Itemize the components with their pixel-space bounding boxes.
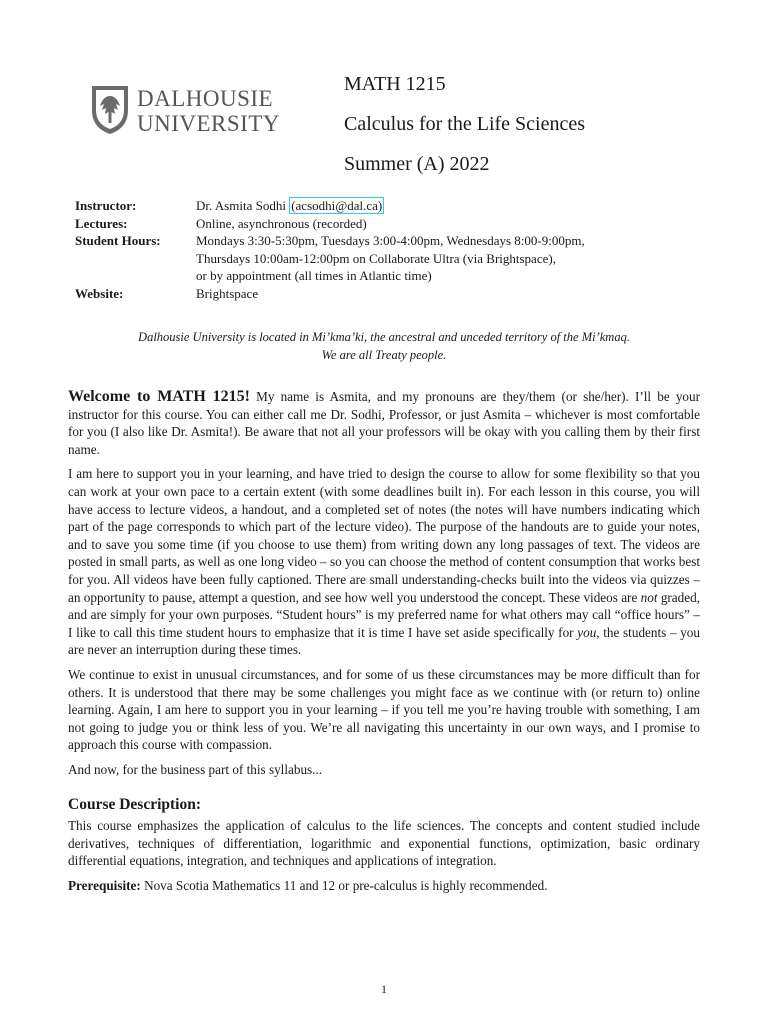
student-hours-line2: Thursdays 10:00am-12:00pm on Collaborate Ultra (via Brightspace), [196, 250, 556, 266]
course-description-heading: Course Description: [68, 796, 202, 814]
land-acknowledgement-line1: Dalhousie University is located in Mi’kma’ki, the ancestral and unceded territory of the Mi’kmaq. [138, 330, 630, 344]
shield-crest-icon [90, 84, 130, 136]
business-paragraph: And now, for the business part of this syllabus... [68, 761, 323, 777]
instructor-label: Instructor: [75, 198, 137, 213]
website-label: Website: [75, 285, 124, 301]
logo-text-line2: UNIVERSITY [137, 111, 280, 136]
lectures-row [75, 215, 585, 233]
course-name: Calculus for the Life Sciences [344, 113, 586, 135]
student-hours-line1: Mondays 3:30-5:30pm, Tuesdays 3:00-4:00pm, Wednesdays 8:00-9:00pm, [196, 233, 585, 248]
support-paragraph [68, 465, 700, 659]
website-row [75, 285, 585, 303]
welcome-text: My name is Asmita, and my pronouns are they/them (or she/her). I’ll be your instructor for this course. You can either call me Dr. Sodhi, Professor, or just Asmita – whichever is most comfortable for you (I also like Dr. Asmita!). Be aware that not all your professors will be okay with you calling them by their first name. [68, 389, 701, 457]
land-acknowledgement-line2: We are all Treaty people. [321, 348, 447, 362]
instructor-email-link[interactable]: (acsodhi@dal.ca) [291, 198, 383, 213]
land-acknowledgement [68, 328, 700, 364]
course-title-block [344, 64, 585, 184]
university-logo [90, 84, 290, 138]
welcome-paragraph [68, 388, 700, 458]
website-value: Brightspace [196, 285, 259, 301]
lectures-label: Lectures: [75, 215, 128, 231]
course-description-text: This course emphasizes the application of calculus to the life sciences. The concepts and content studied include derivatives, techniques of differentiation, logarithmic and exponential functions, optimization, basic ordinary differential equations, integration, and techniques and applications of integration. [68, 818, 700, 869]
support-text-part3: , the students – you are never an interruption during these times. [68, 624, 700, 658]
instructor-row [75, 197, 585, 215]
course-term: Summer (A) 2022 [344, 153, 490, 175]
syllabus-body [68, 388, 700, 901]
support-text-part2: graded, and are simply for your own purposes. “Student hours” is my preferred name for what others may call “office hours” – I like to call this time student hours to emphasize that it is time I have set aside specifically for [68, 589, 700, 640]
lectures-value: Online, asynchronous (recorded) [196, 215, 367, 231]
prerequisite-label: Prerequisite: [68, 877, 141, 893]
welcome-heading: Welcome to MATH 1215! [68, 388, 250, 405]
student-hours-row [75, 232, 585, 285]
support-text-part1: I am here to support you in your learning, and have tried to design the course to allow for some flexibility so that you can work at your own pace to a certain extent (with some deadlines built in). For each lesson in this course, you will have access to lecture videos, a handout, and a completed set of notes (the notes will have numbers indicating which part of the page corresponds to which part of the lecture video). The purpose of the handouts are to guide your notes, and to save you some time (if you choose to use them) from writing down any long passages of text. The videos are posted in small parts, as well as one long video – so you can choose the method of content consumption that works best for you. All videos have been fully captioned. There are small understanding-checks built into the videos via quizzes – an opportunity to pause, attempt a question, and see how well you understood the concept. These videos are [68, 466, 700, 605]
instructor-name: Dr. Asmita Sodhi [196, 198, 286, 213]
student-hours-label: Student Hours: [75, 233, 161, 248]
support-emphasis-you: you [577, 624, 597, 640]
support-emphasis-not: not [640, 589, 658, 605]
student-hours-line3: or by appointment (all times in Atlantic time) [196, 268, 432, 283]
prerequisite-paragraph [68, 877, 700, 895]
course-code: MATH 1215 [344, 73, 446, 95]
prerequisite-text: Nova Scotia Mathematics 11 and 12 or pre-calculus is highly recommended. [140, 877, 548, 893]
circumstances-paragraph: We continue to exist in unusual circumstances, and for some of us these circumstances may be more difficult than for others. It is understood that there may be some challenges you might face as we continue with (or return to) online learning. Again, I am here to support you in your learning – if you tell me you’re having trouble with something, I am not going to judge you or think less of you. We’re all navigating this uncertainty in our own ways, and I promise to approach this course with compassion. [68, 666, 700, 753]
course-info-table [75, 197, 585, 302]
page-number: 1 [381, 982, 387, 996]
instructor-email[interactable]: acsodhi@dal.ca [295, 198, 378, 213]
logo-text-line1: DALHOUSIE [137, 86, 274, 111]
